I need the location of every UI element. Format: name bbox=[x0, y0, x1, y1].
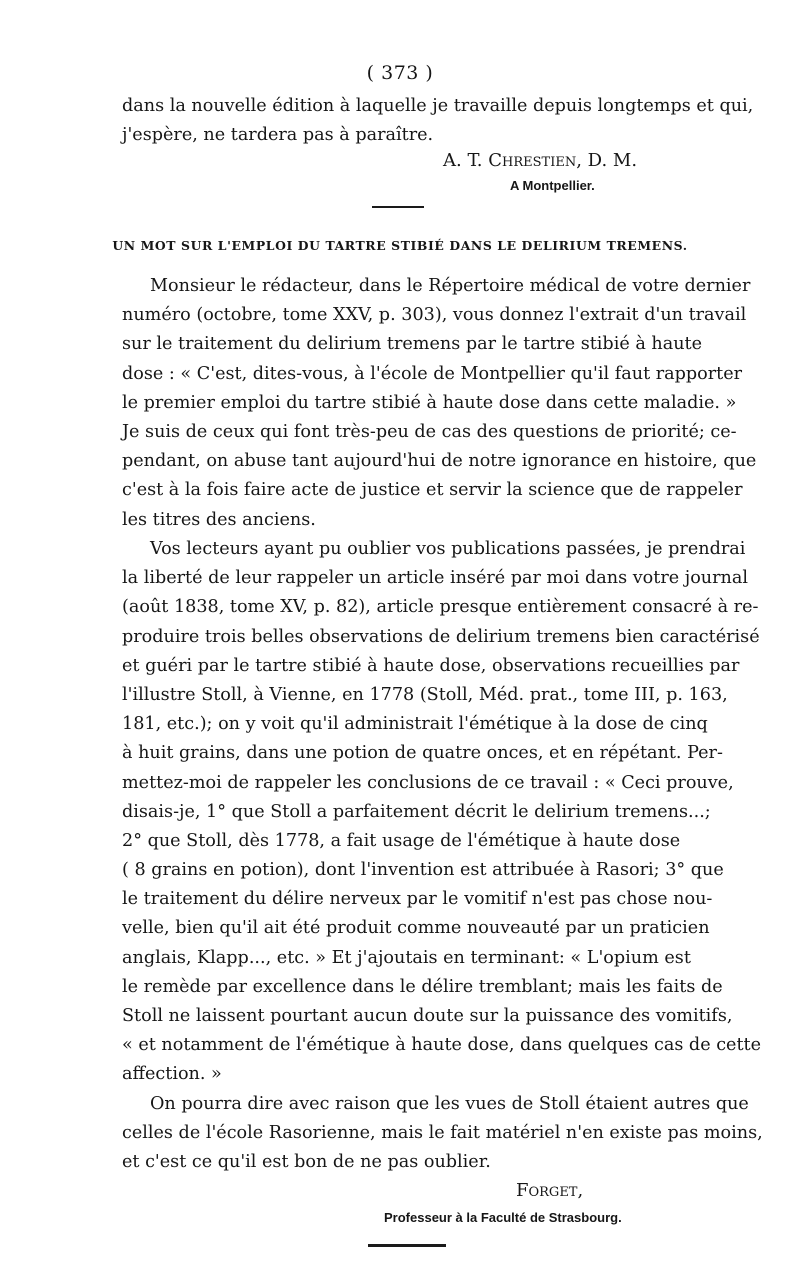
paragraph-3 bbox=[122, 1090, 763, 1178]
page-number: ( 373 ) bbox=[366, 62, 434, 84]
author-name: Forget, bbox=[516, 1180, 584, 1201]
text-line: les titres des anciens. bbox=[122, 509, 316, 530]
text-line: le remède par excellence dans le délire tremblant; mais les faits de bbox=[122, 976, 723, 997]
top-paragraph bbox=[122, 92, 754, 150]
text-line: le premier emploi du tartre stibié à haute dose dans cette maladie. » bbox=[122, 392, 737, 413]
end-ornament bbox=[368, 1244, 446, 1247]
text-line: disais-je, 1° que Stoll a parfaitement décrit le delirium tremens...; bbox=[122, 801, 711, 822]
text-line: j'espère, ne tardera pas à paraître. bbox=[122, 125, 434, 146]
text-line: Vos lecteurs ayant pu oublier vos publications passées, je prendrai bbox=[150, 539, 746, 559]
text-line: et c'est ce qu'il est bon de ne pas oublier. bbox=[122, 1152, 491, 1173]
text-line: (août 1838, tome XV, p. 82), article presque entièrement consacré à re- bbox=[122, 597, 759, 618]
text-line: celles de l'école Rasorienne, mais le fait matériel n'en existe pas moins, bbox=[122, 1123, 763, 1144]
text-line: ( 8 grains en potion), dont l'invention est attribuée à Rasori; 3° que bbox=[122, 860, 724, 881]
text-line: 181, etc.); on y voit qu'il administrait l'émétique à la dose de cinq bbox=[122, 714, 708, 735]
text-line: « et notamment de l'émétique à haute dose, dans quelques cas de cette bbox=[122, 1035, 762, 1056]
signature-name: A. T. Chrestien, D. M. bbox=[443, 150, 638, 171]
author-title: Professeur à la Faculté de Strasbourg. bbox=[384, 1210, 622, 1225]
signature-place: A Montpellier. bbox=[510, 178, 595, 193]
text-line: Monsieur le rédacteur, dans le Répertoire médical de votre dernier bbox=[150, 276, 751, 296]
text-line: sur le traitement du delirium tremens par le tartre stibié à haute bbox=[122, 334, 703, 355]
text-line: numéro (octobre, tome XXV, p. 303), vous donnez l'extrait d'un travail bbox=[122, 305, 747, 326]
article-title: UN MOT SUR L'EMPLOI DU TARTRE STIBIÉ DANS LE DELIRIUM TREMENS. bbox=[112, 238, 688, 253]
text-line: Stoll ne laissent pourtant aucun doute sur la puissance des vomitifs, bbox=[122, 1006, 733, 1026]
text-line: 2° que Stoll, dès 1778, a fait usage de l'émétique à haute dose bbox=[122, 830, 681, 851]
text-line: velle, bien qu'il ait été produit comme nouveauté par un praticien bbox=[122, 918, 710, 939]
text-line: mettez-moi de rappeler les conclusions de ce travail : « Ceci prouve, bbox=[122, 772, 734, 793]
text-line: Je suis de ceux qui font très-peu de cas des questions de priorité; ce- bbox=[122, 421, 737, 442]
text-line: l'illustre Stoll, à Vienne, en 1778 (Stoll, Méd. prat., tome III, p. 163, bbox=[122, 684, 728, 705]
text-line: le traitement du délire nerveux par le vomitif n'est pas chose nou- bbox=[122, 889, 713, 910]
text-line: et guéri par le tartre stibié à haute dose, observations recueillies par bbox=[122, 655, 740, 676]
divider-rule bbox=[372, 206, 424, 208]
text-line: produire trois belles observations de delirium tremens bien caractérisé bbox=[122, 626, 760, 647]
text-line: dans la nouvelle édition à laquelle je travaille depuis longtemps et qui, bbox=[122, 96, 754, 116]
paragraph-2 bbox=[122, 535, 762, 1090]
text-line: anglais, Klapp..., etc. » Et j'ajoutais en terminant: « L'opium est bbox=[122, 947, 691, 968]
text-line: c'est à la fois faire acte de justice et servir la science que de rappeler bbox=[122, 480, 743, 501]
text-line: à huit grains, dans une potion de quatre onces, et en répétant. Per- bbox=[122, 743, 723, 764]
text-line: pendant, on abuse tant aujourd'hui de notre ignorance en histoire, que bbox=[122, 451, 757, 472]
paragraph-1 bbox=[122, 272, 757, 535]
text-line: la liberté de leur rappeler un article inséré par moi dans votre journal bbox=[122, 568, 748, 589]
text-line: dose : « C'est, dites-vous, à l'école de Montpellier qu'il faut rapporter bbox=[122, 363, 743, 384]
text-line: affection. » bbox=[122, 1064, 222, 1085]
text-line: On pourra dire avec raison que les vues de Stoll étaient autres que bbox=[150, 1094, 749, 1114]
